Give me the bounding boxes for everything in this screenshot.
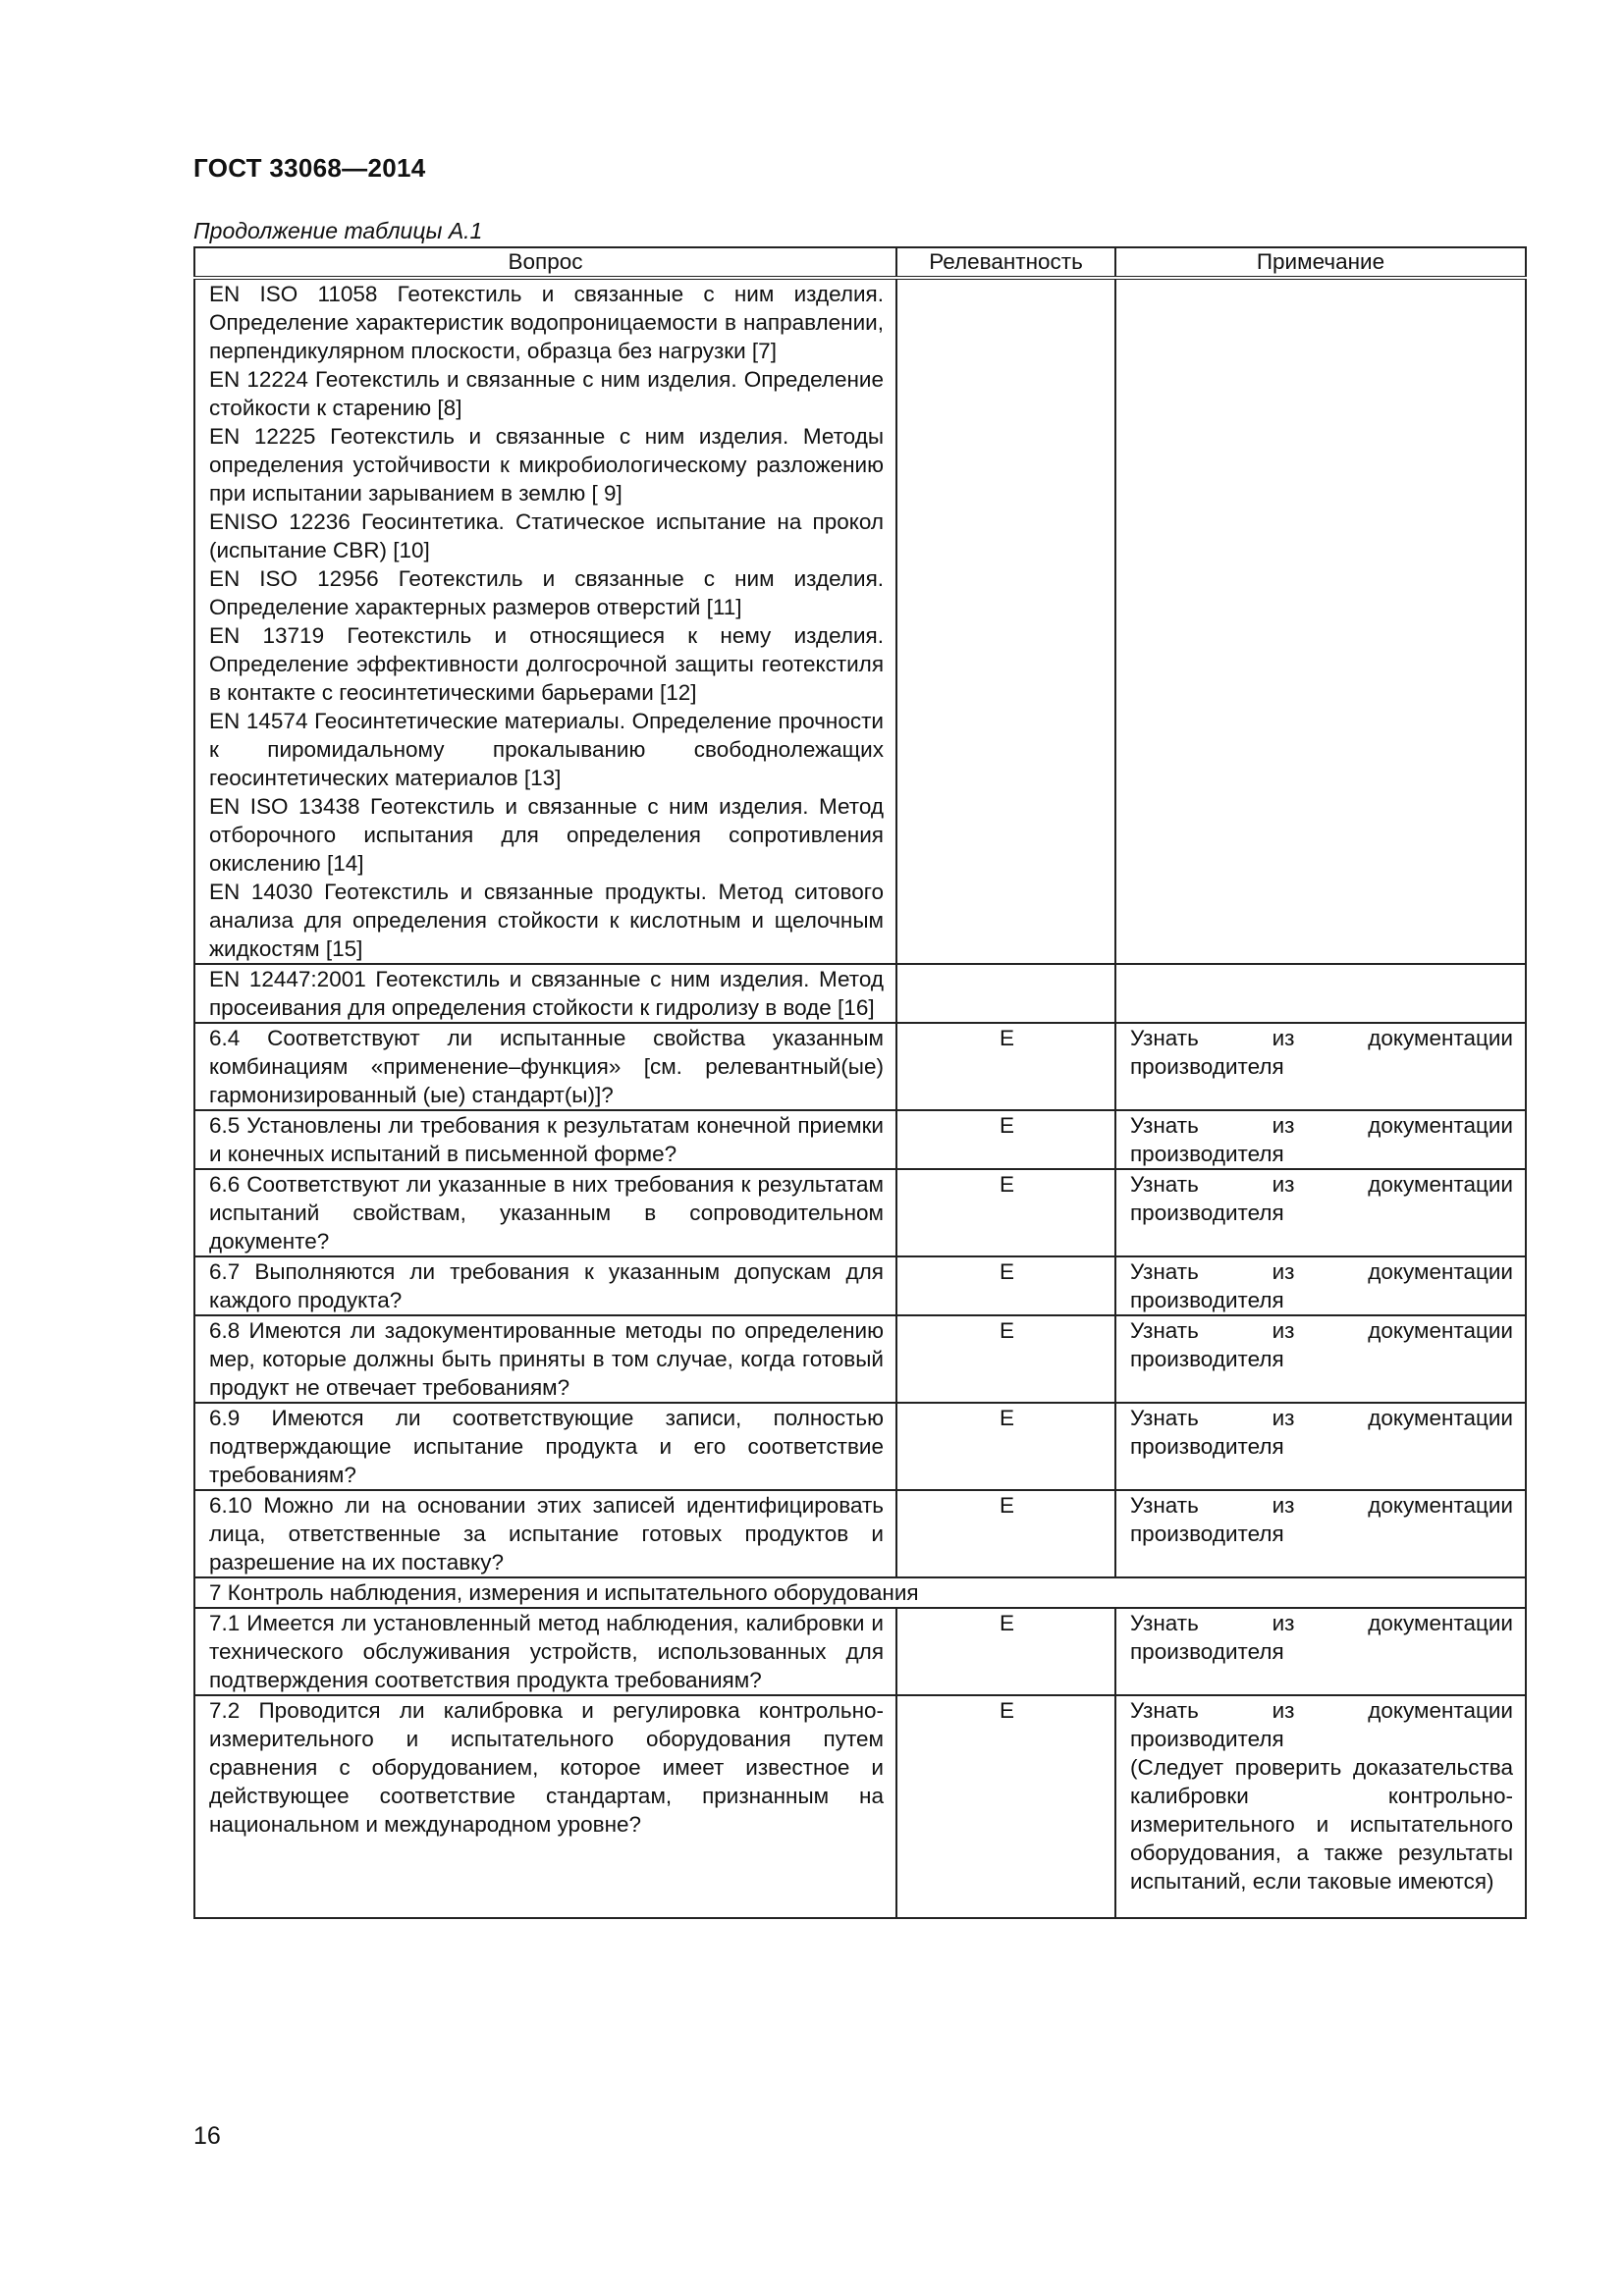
relevance-cell <box>896 964 1115 1023</box>
question-cell: 6.4 Соответствуют ли испытанные свойства указанным комбинациям «применение–функция» [см. релевантный(ые) гармонизированный (ые) стандарт(ы)]? <box>194 1023 896 1110</box>
table-row <box>194 1169 1526 1256</box>
question-cell: 7.2 Проводится ли калибровка и регулировка контрольно-измерительного и испытательного оборудования путем сравнения с оборудованием, которое имеет известное и действующее соответствие стандартам, признанным на национальном и международном уровне? <box>194 1695 896 1918</box>
question-cell: 6.10 Можно ли на основании этих записей идентифицировать лица, ответственные за испытание готовых продуктов и разрешение на их поставку? <box>194 1490 896 1577</box>
relevance-cell: E <box>896 1695 1115 1918</box>
note-cell: Узнать из документации производителя <box>1115 1110 1526 1169</box>
note-cell: Узнать из документации производителя <box>1115 1256 1526 1315</box>
column-header-note: Примечание <box>1115 247 1526 278</box>
note-cell: Узнать из документации производителя <box>1115 1608 1526 1695</box>
reference-item: EN 14574 Геосинтетические материалы. Определение прочности к пиромидальному прокалыванию свободнолежащих геосинтетических материалов [13] <box>209 709 884 790</box>
note-cell <box>1115 278 1526 964</box>
table-row <box>194 1490 1526 1577</box>
reference-item: EN ISO 13438 Геотекстиль и связанные с ним изделия. Метод отборочного испытания для определения сопротивления окислению [14] <box>209 794 884 876</box>
table-row <box>194 1110 1526 1169</box>
relevance-cell: E <box>896 1403 1115 1490</box>
document-code-header: ГОСТ 33068—2014 <box>193 153 426 183</box>
question-cell: 6.7 Выполняются ли требования к указанным допускам для каждого продукта? <box>194 1256 896 1315</box>
checklist-table <box>193 246 1527 1919</box>
note-cell <box>1115 1695 1526 1918</box>
table-row-references <box>194 278 1526 964</box>
reference-item: EN ISO 11058 Геотекстиль и связанные с ним изделия. Определение характеристик водопроницаемости в направлении, перпендикулярном плоскости, образца без нагрузки [7] <box>209 282 884 363</box>
column-header-relevance: Релевантность <box>896 247 1115 278</box>
section-heading: 7 Контроль наблюдения, измерения и испытательного оборудования <box>194 1577 1526 1608</box>
note-text: Узнать из документации производителя <box>1130 1698 1513 1751</box>
relevance-cell: E <box>896 1169 1115 1256</box>
reference-item: EN 13719 Геотекстиль и относящиеся к нему изделия. Определение эффективности долгосрочной защиты геотекстиля в контакте с геосинтетическими барьерами [12] <box>209 623 884 705</box>
question-cell: 6.5 Установлены ли требования к результатам конечной приемки и конечных испытаний в письменной форме? <box>194 1110 896 1169</box>
reference-item: EN 12447:2001 Геотекстиль и связанные с ним изделия. Метод просеивания для определения стойкости к гидролизу в воде [16] <box>209 967 884 1020</box>
relevance-cell: E <box>896 1608 1115 1695</box>
page-number: 16 <box>193 2122 221 2150</box>
question-cell: 6.9 Имеются ли соответствующие записи, полностью подтверждающие испытание продукта и его соответствие требованиям? <box>194 1403 896 1490</box>
note-cell: Узнать из документации производителя <box>1115 1403 1526 1490</box>
section-heading-row <box>194 1577 1526 1608</box>
note-cell: Узнать из документации производителя <box>1115 1023 1526 1110</box>
table-header-row <box>194 247 1526 278</box>
note-text: (Следует проверить доказательства калибровки контрольно-измерительного и испытательного оборудования, а также результаты испытаний, если таковые имеются) <box>1130 1755 1513 1894</box>
question-cell: 6.8 Имеются ли задокументированные методы по определению мер, которые должны быть приняты в том случае, когда готовый продукт не отвечает требованиям? <box>194 1315 896 1403</box>
relevance-cell <box>896 278 1115 964</box>
table-row <box>194 1315 1526 1403</box>
reference-item: ENISO 12236 Геосинтетика. Статическое испытание на прокол (испытание CBR) [10] <box>209 509 884 562</box>
reference-item: EN ISO 12956 Геотекстиль и связанные с ним изделия. Определение характерных размеров отверстий [11] <box>209 566 884 619</box>
relevance-cell: E <box>896 1490 1115 1577</box>
relevance-cell: E <box>896 1256 1115 1315</box>
table-row <box>194 1608 1526 1695</box>
column-header-question: Вопрос <box>194 247 896 278</box>
note-cell: Узнать из документации производителя <box>1115 1169 1526 1256</box>
note-cell: Узнать из документации производителя <box>1115 1315 1526 1403</box>
question-cell: 7.1 Имеется ли установленный метод наблюдения, калибровки и технического обслуживания устройств, использованных для подтверждения соответствия продукта требованиям? <box>194 1608 896 1695</box>
question-cell <box>194 964 896 1023</box>
table-row <box>194 1256 1526 1315</box>
note-cell <box>1115 964 1526 1023</box>
reference-item: EN 14030 Геотекстиль и связанные продукты. Метод ситового анализа для определения стойкости к кислотным и щелочным жидкостям [15] <box>209 880 884 961</box>
table-row <box>194 1403 1526 1490</box>
relevance-cell: E <box>896 1315 1115 1403</box>
table-row <box>194 1023 1526 1110</box>
question-cell <box>194 278 896 964</box>
relevance-cell: E <box>896 1110 1115 1169</box>
table-row-references <box>194 964 1526 1023</box>
table-row <box>194 1695 1526 1918</box>
note-cell: Узнать из документации производителя <box>1115 1490 1526 1577</box>
question-cell: 6.6 Соответствуют ли указанные в них требования к результатам испытаний свойствам, указанным в сопроводительном документе? <box>194 1169 896 1256</box>
reference-item: EN 12225 Геотекстиль и связанные с ним изделия. Методы определения устойчивости к микробиологическому разложению при испытании зарыванием в землю [ 9] <box>209 424 884 506</box>
reference-item: EN 12224 Геотекстиль и связанные с ним изделия. Определение стойкости к старению [8] <box>209 367 884 420</box>
table-caption: Продолжение таблицы А.1 <box>193 218 483 243</box>
relevance-cell: E <box>896 1023 1115 1110</box>
